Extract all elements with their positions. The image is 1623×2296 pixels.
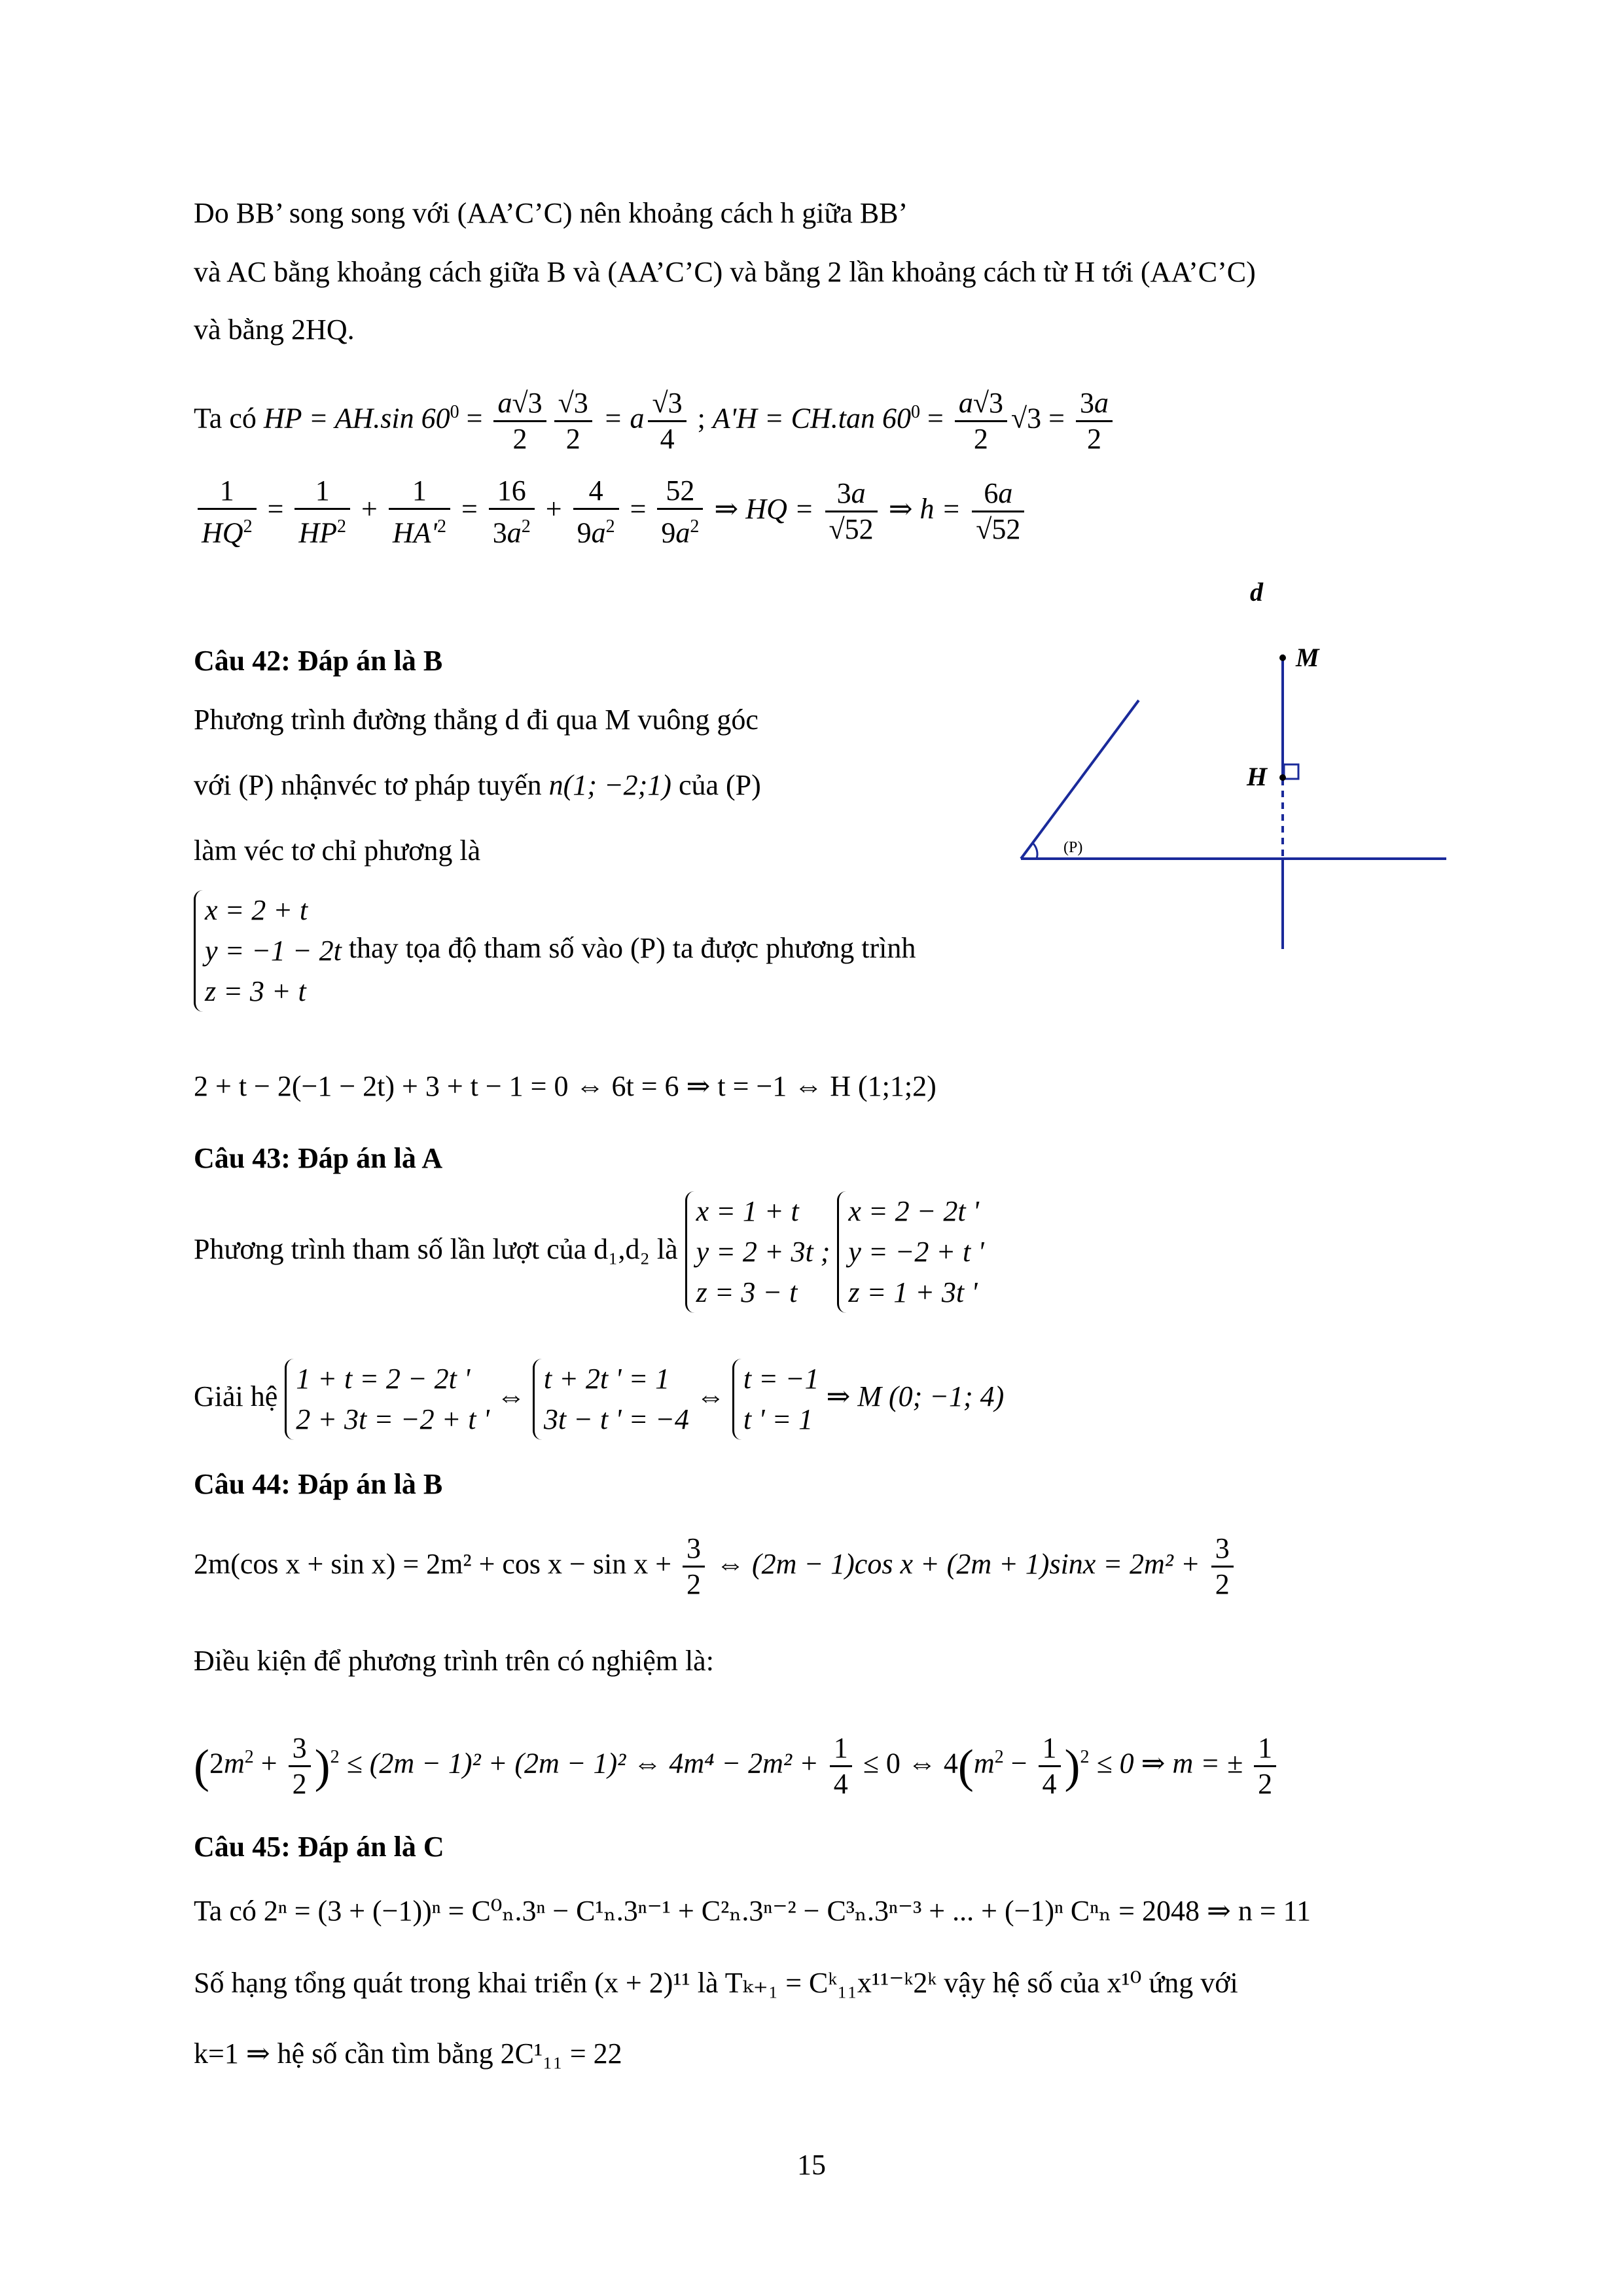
- q42-line-1: Phương trình đường thẳng d đi qua M vuông góc: [194, 704, 758, 736]
- angle-arc: [1033, 843, 1037, 859]
- normal-vector: n(1; −2;1): [548, 769, 671, 801]
- q43-param: [194, 1191, 984, 1313]
- ah-lhs: A'H = CH.tan 60: [712, 402, 911, 435]
- hp-lhs: HP = AH.sin 60: [263, 402, 450, 435]
- q43-solve: Giải hệ 1 + t = 2 − 2t ' 2 + 3t = −2 + t ' ⇔ t + 2t ' = 1 3t − t ' = −4 ⇔ t = −1 t ' = 1 ⇒ M (0; −1; 4): [194, 1359, 1004, 1440]
- q44-condition: Điều kiện để phương trình trên có nghiệm là:: [194, 1645, 714, 1677]
- right-angle-mark: [1284, 764, 1298, 779]
- q42-line-3: làm véc tơ chỉ phương là: [194, 834, 481, 867]
- q44-inequality: ($2m^2$ + $\frac{3}{2}$ )$^2$ ≤ (2m − 1)² + (2m − 1)² ⇔ 4m⁴ − 2m² + $\frac{1}{4}$ ≤ 0 ⇔ $4(m^2$ − $\frac{1}{4}$ )$^2$ ≤ 0 ⇒ m = ± $\frac{1}{2}$: [194, 1715, 1280, 1809]
- q43-result: ⇒ M (0; −1; 4): [826, 1380, 1005, 1413]
- q42-line-2b: của (P): [678, 769, 761, 801]
- q42-line-2: [194, 766, 761, 805]
- sep: ;: [697, 402, 705, 435]
- q43-brace-2: x = 2 − 2t ' y = −2 + t ' z = 1 + 3t ': [837, 1191, 984, 1313]
- point-H: [1279, 774, 1286, 781]
- q44-equation: 2m(cos x + sin x) = 2m² + cos x − sin x + $\frac{3}{2}$ ⇔ (2m − 1)cos x + (2m + 1)sinx = 2m² + $\frac{3}{2}$: [194, 1525, 1238, 1604]
- intro-line-3: và bằng 2HQ.: [194, 314, 355, 346]
- intro-line-2: và AC bằng khoảng cách giữa B và (AA’C’C) và bằng 2 lần khoảng cách từ H tới (AA’C’C): [194, 256, 1256, 288]
- q43-line-1: Phương trình tham số lần lượt của d₁,d₂ là: [194, 1233, 678, 1266]
- page-number: 15: [797, 2149, 826, 2181]
- giai-he: Giải hệ: [194, 1380, 278, 1413]
- sys-x: x = 2 + t: [205, 894, 308, 926]
- point-M: [1279, 655, 1286, 661]
- q44-title: Câu 44: Đáp án là B: [194, 1468, 443, 1500]
- sys-note: thay tọa độ tham số vào (P) ta được phương trình: [348, 932, 916, 965]
- label-H: H: [1247, 762, 1268, 791]
- hp-mid: = a: [603, 402, 645, 435]
- q42-line-2a: với (P) nhậnvéc tơ pháp tuyến: [194, 769, 542, 801]
- plane-side: [1021, 700, 1139, 859]
- q42-final: 2 + t − 2(−1 − 2t) + 3 + t − 1 = 0 ⇔ 6t = 6 ⇒ t = −1 ⇔ H (1;1;2): [194, 1070, 936, 1102]
- hp-equation: Ta có HP = AH.sin $60^0$ = $\frac{a√3}{2}$ $\frac{√3}{2}$ = a $\frac{√3}{4}$ ; A'H = CH.tan $60^0$ = $\frac{a√3}{2}$ √3 = $\frac{3a}{2}$: [194, 373, 1116, 458]
- sys-y: y = −1 − 2t: [205, 935, 342, 967]
- hq-rhs: ⇒ HQ =: [714, 493, 814, 525]
- q43-brace-1: x = 1 + t y = 2 + 3t ; z = 3 − t: [685, 1191, 830, 1313]
- hq-equation: $\frac{1}{HQ^2}$ = $\frac{1}{HP^2}$ + $\frac{1}{HA'^2}$ = $\frac{16}{3a^2}$ + $\frac{4}{9a^2}$ = $\frac{52}{9a^2}$ ⇒ HQ = $\frac{3a}{√52}$ ⇒ h = $\frac{6a}{√52}$: [194, 470, 1028, 550]
- label-d: d: [1250, 577, 1263, 607]
- plane-line-figure: [1008, 569, 1453, 962]
- intro-line-1: Do BB’ song song với (AA’C’C) nên khoảng cách h giữa BB’: [194, 197, 908, 229]
- q45-title: Câu 45: Đáp án là C: [194, 1831, 444, 1863]
- q42-brace: [194, 890, 342, 1012]
- q42-system: [194, 890, 916, 1012]
- label-M: M: [1296, 643, 1319, 672]
- q45-line-1: Ta có 2ⁿ = (3 + (−1))ⁿ = C⁰ₙ.3ⁿ − C¹ₙ.3ⁿ⁻¹ + C²ₙ.3ⁿ⁻² − C³ₙ.3ⁿ⁻³ + ... + (−1)ⁿ Cⁿₙ = 2048 ⇒ n = 11: [194, 1895, 1311, 1927]
- sys-z: z = 3 + t: [205, 975, 306, 1007]
- q42-title: Câu 42: Đáp án là B: [194, 645, 443, 677]
- taco-label: Ta có: [194, 402, 257, 435]
- q45-line-3: k=1 ⇒ hệ số cần tìm bằng 2C¹₁₁ = 22: [194, 2037, 622, 2070]
- label-P: (P): [1063, 839, 1083, 856]
- h-rhs: ⇒ h =: [888, 493, 961, 525]
- q43-title: Câu 43: Đáp án là A: [194, 1142, 443, 1174]
- q45-line-2: Số hạng tổng quát trong khai triển (x + 2)¹¹ là Tₖ₊₁ = Cᵏ₁₁x¹¹⁻ᵏ2ᵏ vậy hệ số của x¹⁰ ứng với: [194, 1967, 1238, 1999]
